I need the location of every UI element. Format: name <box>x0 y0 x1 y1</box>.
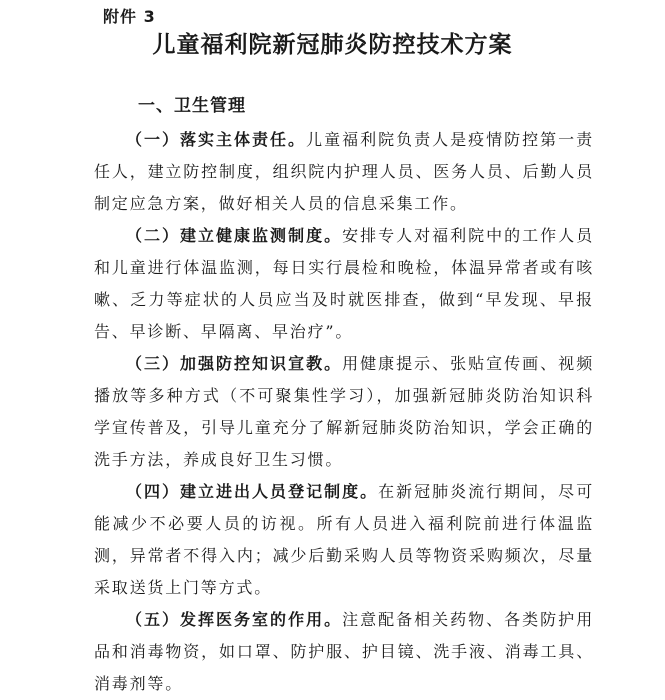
paragraph-text: 注意配备相关药物、各类防护用品和消毒物资，如口罩、防护服、护目镜、洗手液、消毒工具、消毒剂等。 <box>94 610 594 693</box>
paragraph-text: 用健康提示、张贴宣传画、视频播放等多种方式（不可聚集性学习），加强新冠肺炎防治知识科学宣传普及，引导儿童充分了解新冠肺炎防治知识，学会正确的洗手方法，养成良好卫生习惯。 <box>94 354 594 469</box>
paragraph-lead: （四）建立进出人员登记制度。 <box>126 482 379 501</box>
paragraph-text: 在新冠肺炎流行期间，尽可能减少不必要人员的访视。所有人员进入福利院前进行体温监测，异常者不得入内；减少后勤采购人员等物资采购频次，尽量采取送货上门等方式。 <box>94 482 594 597</box>
paragraph-lead: （二）建立健康监测制度。 <box>126 226 343 245</box>
section-heading: 一、卫生管理 <box>138 96 246 116</box>
paragraph-4 <box>94 476 594 604</box>
document-title: 儿童福利院新冠肺炎防控技术方案 <box>152 32 513 58</box>
paragraph-lead: （一）落实主体责任。 <box>126 130 307 149</box>
paragraph-1 <box>94 124 594 220</box>
document-body <box>94 124 594 700</box>
attachment-label: 附件 3 <box>103 7 156 26</box>
paragraph-5 <box>94 604 594 700</box>
paragraph-text: 安排专人对福利院中的工作人员和儿童进行体温监测，每日实行晨检和晚检，体温异常者或有咳嗽、乏力等症状的人员应当及时就医排查，做到“早发现、早报告、早诊断、早隔离、早治疗”。 <box>94 226 594 341</box>
paragraph-lead: （三）加强防控知识宣教。 <box>126 354 343 373</box>
paragraph-3 <box>94 348 594 476</box>
paragraph-2 <box>94 220 594 348</box>
paragraph-lead: （五）发挥医务室的作用。 <box>126 610 343 629</box>
paragraph-text: 儿童福利院负责人是疫情防控第一责任人，建立防控制度，组织院内护理人员、医务人员、后勤人员制定应急方案，做好相关人员的信息采集工作。 <box>94 130 594 213</box>
